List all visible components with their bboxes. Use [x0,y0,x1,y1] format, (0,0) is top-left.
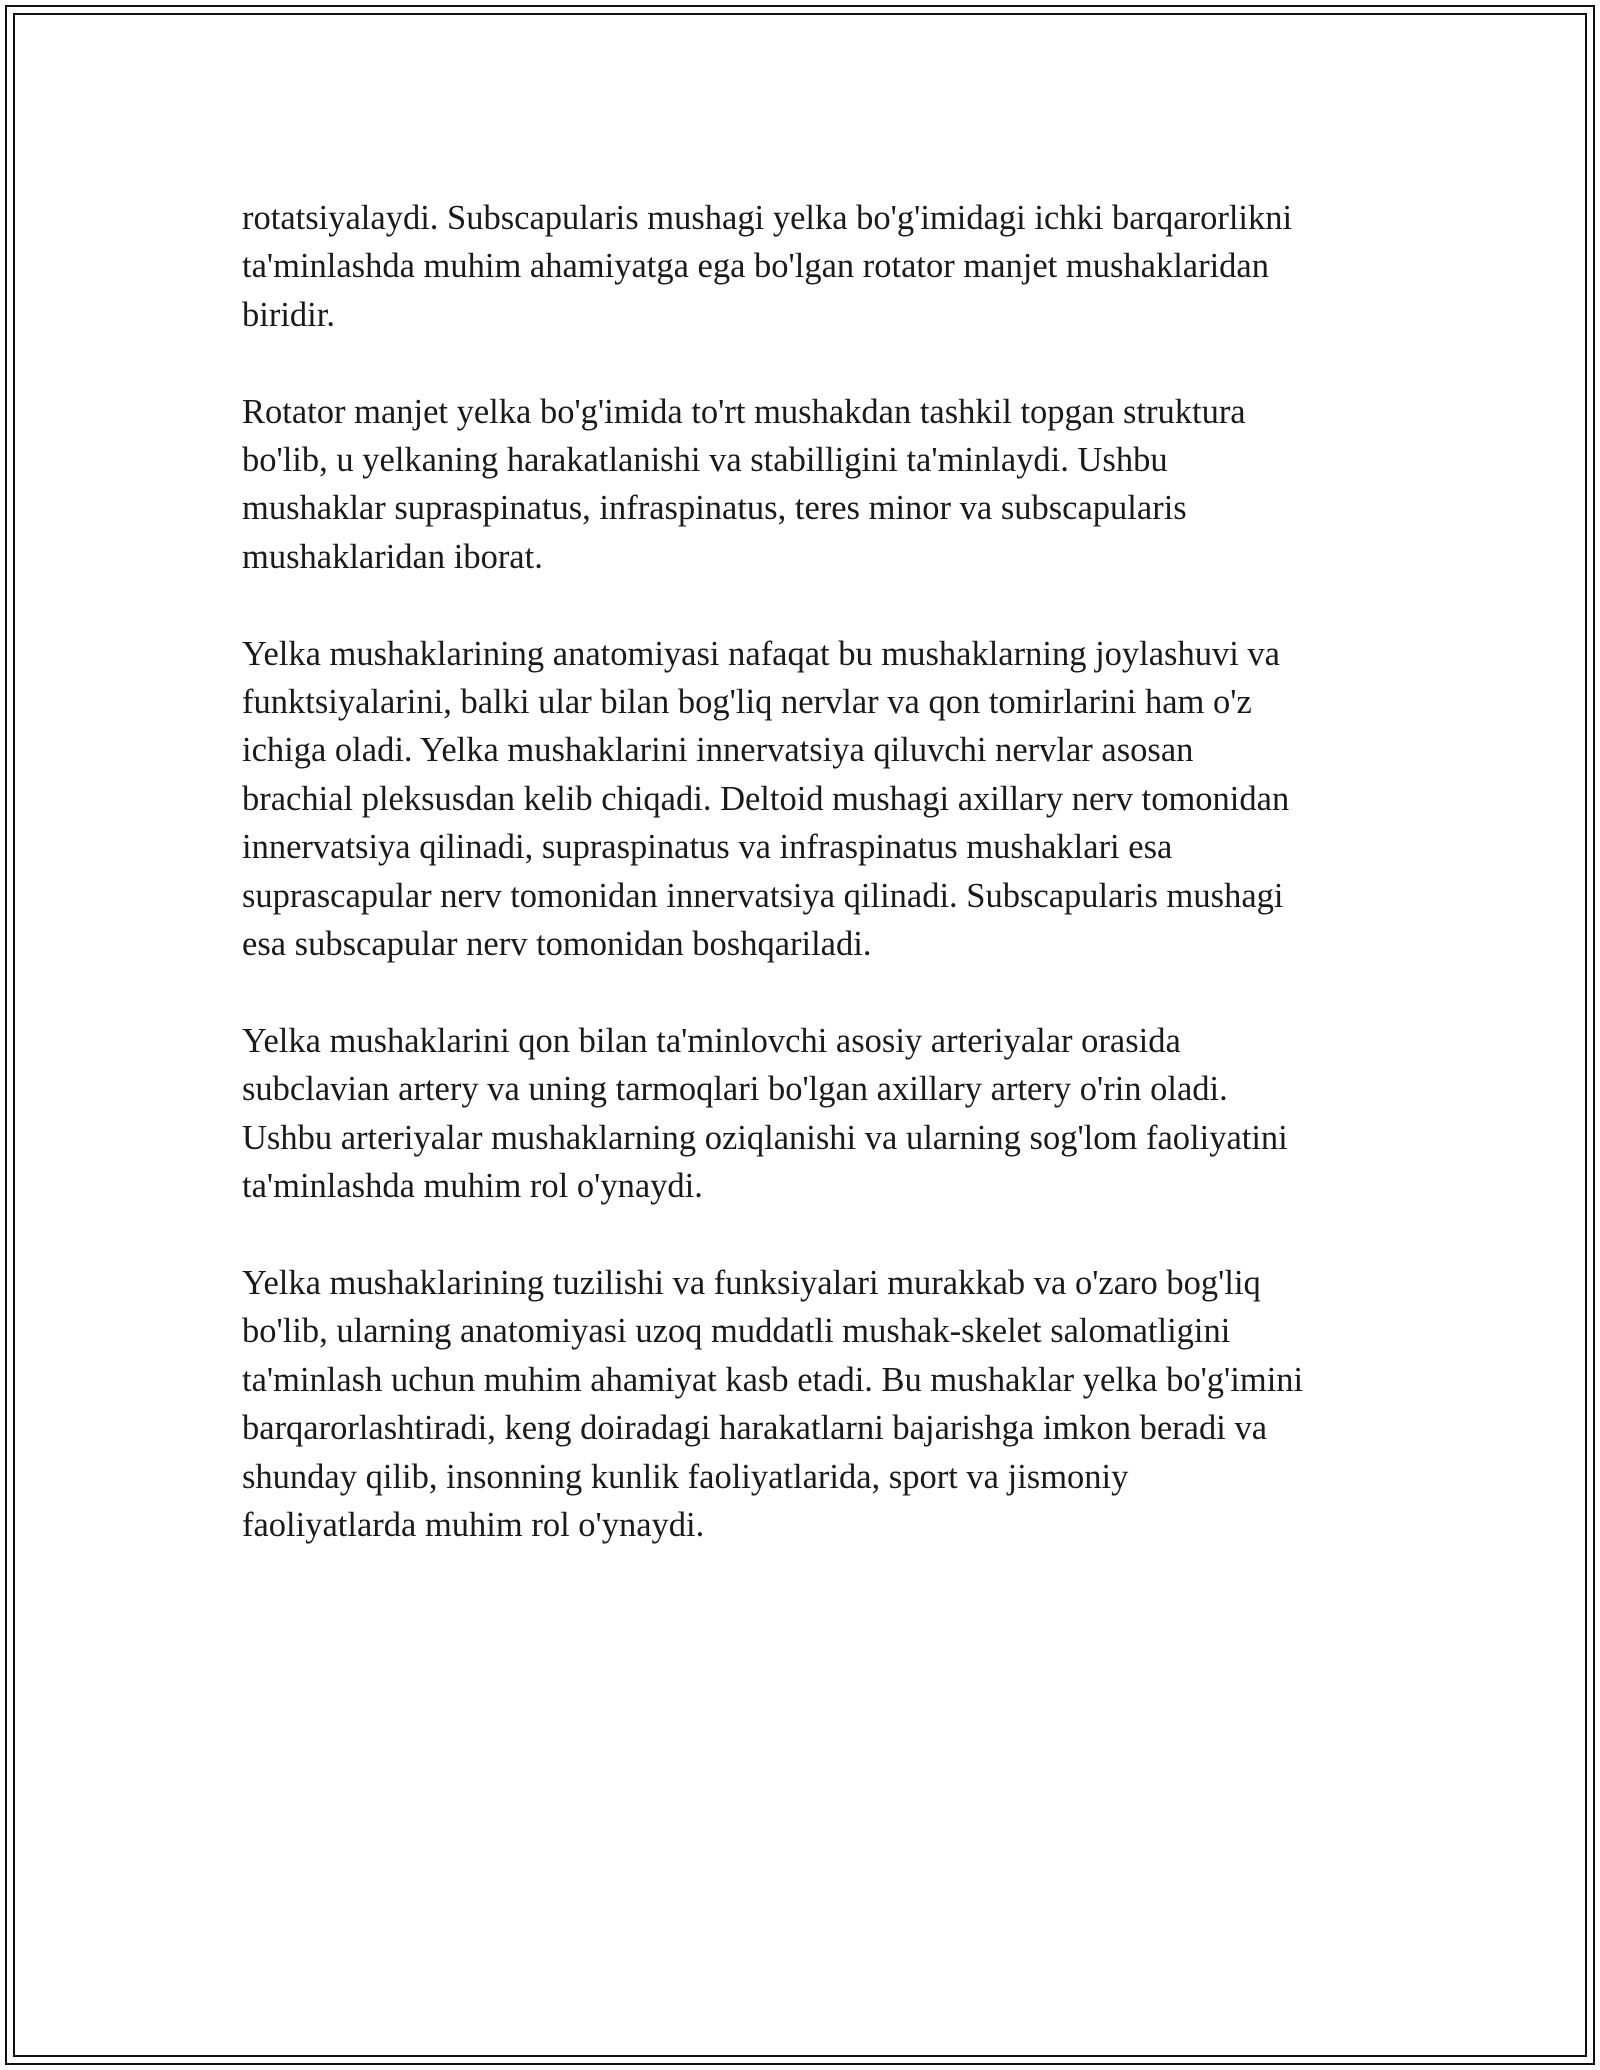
text-line: mushaklaridan iborat. [242,537,543,576]
text-line: Yelka mushaklarining anatomiyasi nafaqat bu mushaklarning joylashuvi va [242,634,1280,673]
paragraph-subscapularis [242,194,1392,339]
text-line: ta'minlashda muhim ahamiyatga ega bo'lgan rotator manjet mushaklaridan [242,247,1269,286]
text-line: ichiga oladi. Yelka mushaklarini innervatsiya qiluvchi nervlar asosan [242,731,1194,770]
text-line: Rotator manjet yelka bo'g'imida to'rt mushakdan tashkil topgan struktura [242,392,1246,431]
text-line: bo'lib, ularning anatomiyasi uzoq muddatli mushak-skelet salomatligini [242,1312,1231,1351]
text-line: brachial pleksusdan kelib chiqadi. Deltoid mushagi axillary nerv tomonidan [242,779,1290,818]
text-line: Yelka mushaklarini qon bilan ta'minlovchi asosiy arteriyalar orasida [242,1021,1181,1060]
text-line: faoliyatlarda muhim rol o'ynaydi. [242,1505,705,1544]
paragraph-innervation [242,630,1392,969]
text-line: shunday qilib, insonning kunlik faoliyatlarida, sport va jismoniy [242,1457,1129,1496]
paragraph-rotator-cuff [242,388,1392,582]
text-line: Ushbu arteriyalar mushaklarning oziqlanishi va ularning sog'lom faoliyatini [242,1118,1288,1157]
text-line: rotatsiyalaydi. Subscapularis mushagi yelka bo'g'imidagi ichki barqarorlikni [242,199,1293,237]
text-line: biridir. [242,295,335,334]
text-line: esa subscapular nerv tomonidan boshqariladi. [242,925,872,964]
text-line: ta'minlash uchun muhim ahamiyat kasb etadi. Bu mushaklar yelka bo'g'imini [242,1360,1304,1399]
text-line: suprascapular nerv tomonidan innervatsiya qilinadi. Subscapularis mushagi [242,876,1284,915]
page-frame [5,5,1595,2065]
text-line: subclavian artery va uning tarmoqlari bo'lgan axillary artery o'rin oladi. [242,1070,1228,1109]
paragraph-blood-supply [242,1017,1392,1211]
text-line: ta'minlashda muhim rol o'ynaydi. [242,1167,703,1206]
document-body [242,194,1392,1598]
text-line: funktsiyalarini, balki ular bilan bog'liq nervlar va qon tomirlarini ham o'z [242,683,1252,722]
text-line: mushaklar supraspinatus, infraspinatus, teres minor va subscapularis [242,489,1187,528]
text-line: bo'lib, u yelkaning harakatlanishi va stabilligini ta'minlaydi. Ushbu [242,441,1168,480]
text-line: barqarorlashtiradi, keng doiradagi harakatlarni bajarishga imkon beradi va [242,1409,1268,1448]
paragraph-conclusion [242,1259,1392,1549]
text-line: Yelka mushaklarining tuzilishi va funksiyalari murakkab va o'zaro bog'liq [242,1263,1261,1302]
text-line: innervatsiya qilinadi, supraspinatus va infraspinatus mushaklari esa [242,828,1173,867]
